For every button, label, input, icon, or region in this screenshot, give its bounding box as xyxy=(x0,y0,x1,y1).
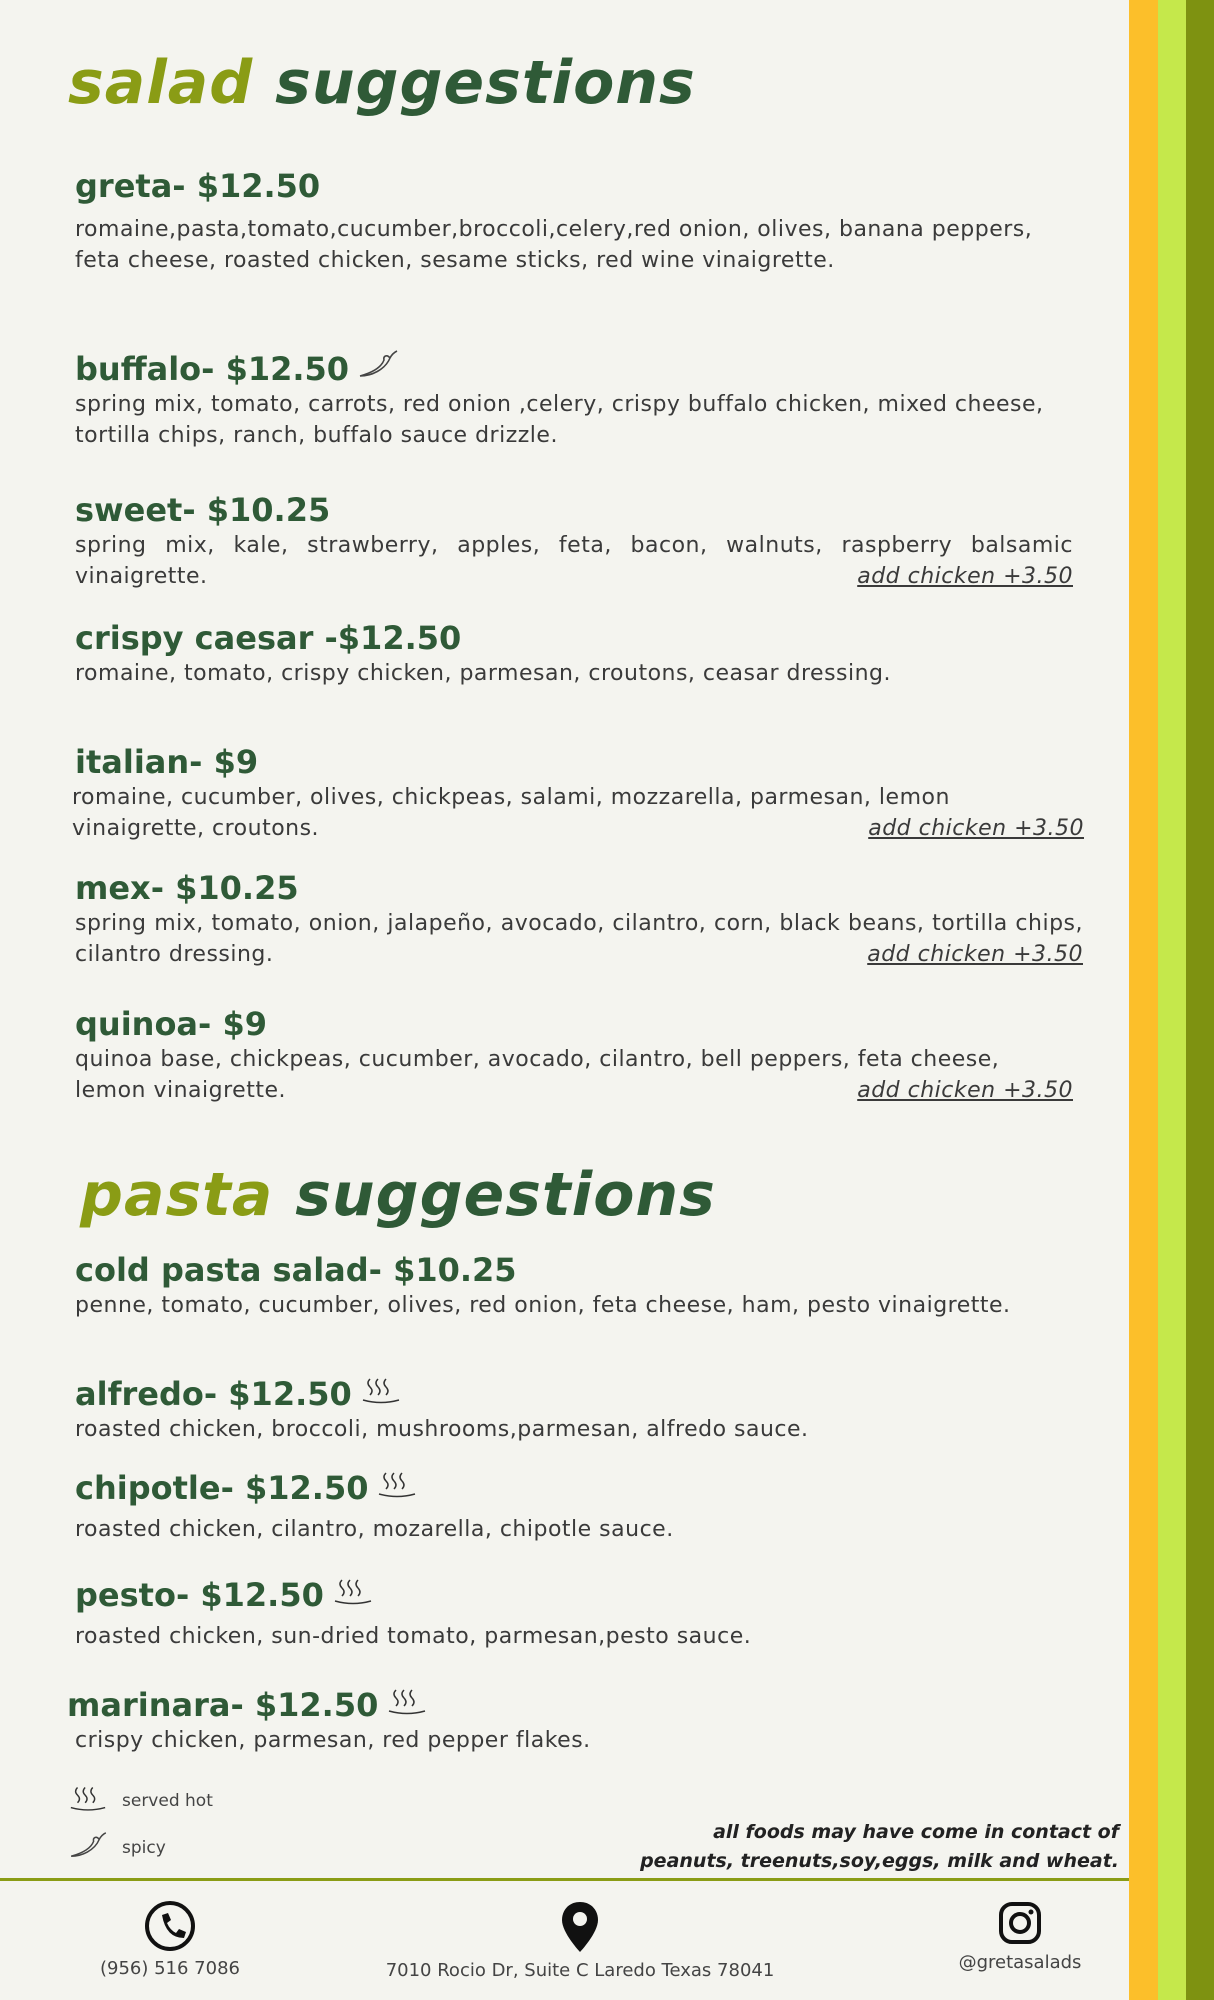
salad-section-title xyxy=(68,48,696,118)
legend-served-hot xyxy=(68,1783,213,1818)
stripe-olive xyxy=(1186,0,1214,2000)
item-description-block xyxy=(75,908,1083,970)
instagram-handle: @gretasalads xyxy=(958,1952,1082,1973)
footer-divider xyxy=(0,1878,1129,1881)
menu-item-quinoa xyxy=(75,1004,1120,1106)
steam-icon xyxy=(386,1685,428,1725)
item-description: spring mix, tomato, carrots, red onion ,celery, crispy buffalo chicken, mixed cheese, tortilla chips, ranch, buffalo sauce drizzle. xyxy=(75,392,1044,448)
salad-title-highlight: salad xyxy=(68,48,254,118)
add-chicken-link[interactable]: add chicken +3.50 xyxy=(868,816,1084,841)
item-description-block xyxy=(75,1044,1073,1106)
item-name: italian- $9 xyxy=(75,743,259,781)
item-description: roasted chicken, cilantro, mozarella, chipotle sauce. xyxy=(75,1517,674,1542)
item-description: roasted chicken, broccoli, mushrooms,parmesan, alfredo sauce. xyxy=(75,1417,809,1442)
item-name-row xyxy=(75,1575,1120,1615)
add-chicken-link[interactable]: add chicken +3.50 xyxy=(857,564,1073,589)
item-description: romaine,pasta,tomato,cucumber,broccoli,celery,red onion, olives, banana peppers, feta cheese, roasted chicken, sesame sticks, red wine vinaigrette. xyxy=(75,217,1033,273)
address-text: 7010 Rocio Dr, Suite C Laredo Texas 78041 xyxy=(385,1960,775,1981)
menu-item-mex xyxy=(75,868,1120,970)
menu-item-italian xyxy=(72,742,1117,844)
pasta-title-rest: suggestions xyxy=(295,1160,716,1230)
menu-item-alfredo xyxy=(75,1374,1120,1445)
contact-address[interactable] xyxy=(350,1900,810,1981)
menu-item-sweet xyxy=(75,490,1120,592)
allergen-line-1: all foods may have come in contact of xyxy=(713,1821,1119,1843)
steam-icon xyxy=(360,1374,402,1414)
item-name: buffalo- $12.50 xyxy=(75,349,350,388)
item-name: marinara- $12.50 xyxy=(67,1686,379,1724)
menu-item-crispy-caesar xyxy=(75,618,1120,689)
item-description: roasted chicken, sun-dried tomato, parmesan,pesto sauce. xyxy=(75,1624,752,1649)
chili-pepper-icon xyxy=(68,1830,108,1865)
pasta-section-title xyxy=(80,1160,716,1230)
allergen-line-2: peanuts, treenuts,soy,eggs, milk and wheat. xyxy=(640,1850,1119,1872)
add-chicken-link[interactable]: add chicken +3.50 xyxy=(867,942,1083,967)
steam-icon xyxy=(332,1575,374,1615)
item-name: cold pasta salad- $10.25 xyxy=(75,1251,517,1289)
item-description: quinoa base, chickpeas, cucumber, avocado, cilantro, bell peppers, feta cheese, lemon vinaigrette. xyxy=(75,1047,1000,1103)
menu-item-pesto xyxy=(75,1575,1120,1652)
menu-item-greta xyxy=(75,166,1120,276)
item-name: mex- $10.25 xyxy=(75,869,299,907)
item-name-row xyxy=(67,1685,1112,1725)
item-description: romaine, cucumber, olives, chickpeas, salami, mozzarella, parmesan, lemon vinaigrette, croutons. xyxy=(72,785,950,841)
item-name: alfredo- $12.50 xyxy=(75,1375,352,1413)
contact-phone[interactable] xyxy=(70,1900,270,1979)
item-description: crispy chicken, parmesan, red pepper flakes. xyxy=(75,1728,591,1753)
allergen-notice xyxy=(640,1818,1119,1876)
menu-item-chipotle xyxy=(75,1468,1120,1545)
salad-title-rest: suggestions xyxy=(275,48,696,118)
item-name-row xyxy=(75,348,1120,389)
item-name-row xyxy=(75,1374,1120,1414)
pasta-title-highlight: pasta xyxy=(80,1160,274,1230)
item-description-block xyxy=(75,530,1073,592)
chili-pepper-icon xyxy=(357,348,399,389)
item-name: quinoa- $9 xyxy=(75,1005,267,1043)
item-name: crispy caesar -$12.50 xyxy=(75,619,462,657)
item-name: greta- $12.50 xyxy=(75,167,321,205)
item-description: spring mix, tomato, onion, jalapeño, avocado, cilantro, corn, black beans, tortilla chips, cilantro dressing. xyxy=(75,911,1083,967)
legend-label: served hot xyxy=(122,1790,213,1811)
instagram-icon xyxy=(997,1900,1043,1946)
stripe-yellow xyxy=(1129,0,1158,2000)
menu-item-cold-pasta-salad xyxy=(75,1250,1120,1321)
menu-item-buffalo xyxy=(75,348,1120,451)
item-description-block xyxy=(72,782,1084,844)
contact-instagram[interactable] xyxy=(940,1900,1100,1973)
legend-label: spicy xyxy=(122,1837,166,1858)
phone-icon xyxy=(144,1900,196,1952)
item-description: penne, tomato, cucumber, olives, red onion, feta cheese, ham, pesto vinaigrette. xyxy=(75,1293,1011,1318)
item-name: chipotle- $12.50 xyxy=(75,1469,369,1507)
item-name-row xyxy=(75,1468,1120,1508)
steam-icon xyxy=(68,1783,108,1818)
location-pin-icon xyxy=(560,1900,600,1954)
add-chicken-link[interactable]: add chicken +3.50 xyxy=(857,1078,1073,1103)
item-description: spring mix, kale, strawberry, apples, feta, bacon, walnuts, raspberry balsamic vinaigrette. xyxy=(75,533,1073,589)
menu-item-marinara xyxy=(67,1685,1112,1756)
item-name: sweet- $10.25 xyxy=(75,491,331,529)
item-description: romaine, tomato, crispy chicken, parmesan, croutons, ceasar dressing. xyxy=(75,661,892,686)
phone-number: (956) 516 7086 xyxy=(99,1958,240,1979)
legend-spicy xyxy=(68,1830,166,1865)
item-name: pesto- $12.50 xyxy=(75,1576,324,1614)
stripe-lime xyxy=(1158,0,1186,2000)
steam-icon xyxy=(376,1468,418,1508)
